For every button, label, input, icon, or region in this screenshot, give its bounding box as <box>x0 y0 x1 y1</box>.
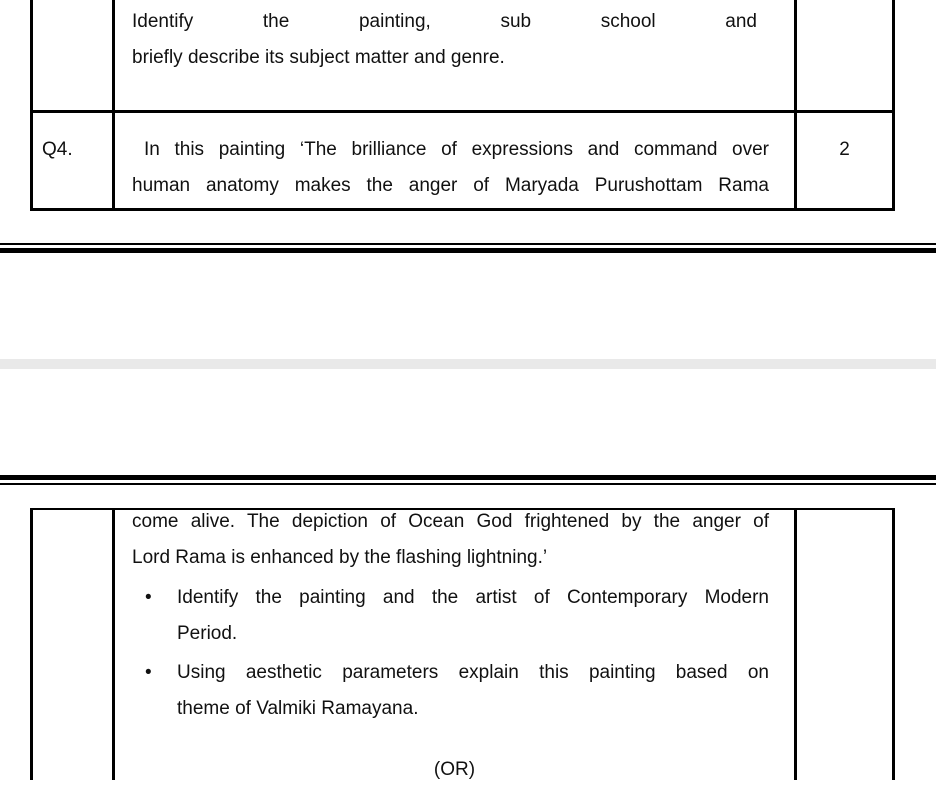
table-border-left <box>30 508 33 780</box>
marks-value: 2 <box>839 139 850 160</box>
question-line: come alive. The depiction of Ocean God frightened by the anger of <box>132 511 769 532</box>
question-line: human anatomy makes the anger of Maryada Purushottam Rama <box>132 175 769 196</box>
question-text-continued <box>132 504 769 576</box>
table-border-bottom <box>30 208 895 211</box>
bullet-icon: • <box>145 587 152 608</box>
word: sub <box>500 11 532 32</box>
or-divider-text: (OR) <box>433 759 476 780</box>
question-line: briefly describe its subject matter and genre. <box>132 47 505 68</box>
question-line: Lord Rama is enhanced by the flashing lightning.’ <box>132 547 548 568</box>
table-border-left <box>30 0 33 211</box>
page-break-line-thin <box>0 483 936 485</box>
bullet-icon: • <box>145 662 152 683</box>
sub-question-line: Using aesthetic parameters explain this painting based on <box>177 662 769 683</box>
sub-question-line: theme of Valmiki Ramayana. <box>177 698 419 719</box>
word: Identify <box>132 11 194 32</box>
question-number: Q4. <box>42 139 73 160</box>
table-border-col2 <box>794 508 797 780</box>
word: the <box>262 11 290 32</box>
question-text-row2 <box>132 132 769 204</box>
table-row-divider <box>30 110 895 113</box>
sub-question-list <box>145 580 769 727</box>
page-gap <box>0 359 936 369</box>
word: painting, <box>358 11 431 32</box>
table-border-right <box>892 508 895 780</box>
page-break-line-thin <box>0 243 936 245</box>
question-line-justified <box>132 4 757 40</box>
word: school <box>600 11 656 32</box>
table-border-col1 <box>112 0 115 211</box>
sub-question-item <box>145 655 769 727</box>
word: and <box>725 11 757 32</box>
question-text-row1 <box>132 4 757 76</box>
page-break-line-thick <box>0 475 936 480</box>
page-break-line-thick <box>0 248 936 253</box>
sub-question-line: Period. <box>177 623 238 644</box>
sub-question-item <box>145 580 769 652</box>
table-border-right <box>892 0 895 211</box>
sub-question-line: Identify the painting and the artist of Contemporary Modern <box>177 587 769 608</box>
table-border-col1 <box>112 508 115 780</box>
question-line: In this painting ‘The brilliance of expressions and command over <box>144 139 769 160</box>
table-border-col2 <box>794 0 797 211</box>
